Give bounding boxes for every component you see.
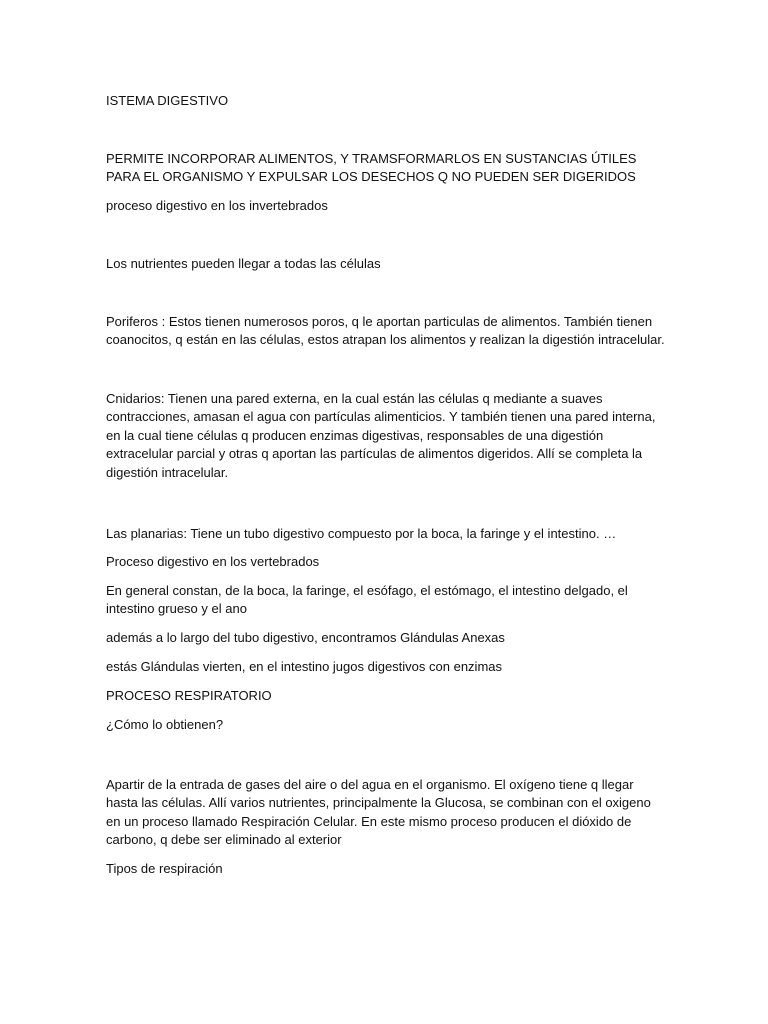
paragraph-definition: PERMITE INCORPORAR ALIMENTOS, Y TRAMSFORMARLOS EN SUSTANCIAS ÚTILES PARA EL ORGANISMO Y EXPULSAR LOS DESECHOS Q NO PUEDEN SER DIGERIDOS — [106, 151, 637, 185]
paragraph-poriferos: Poriferos : Estos tienen numerosos poros, q le aportan particulas de alimentos. También tienen coanocitos, q están en las células, estos atrapan los alimentos y realizan la digestión intracelular. — [106, 314, 665, 348]
paragraph-glandulas-vierten: estás Glándulas vierten, en el intestino jugos digestivos con enzimas — [106, 659, 502, 674]
paragraph-nutrients: Los nutrientes pueden llegar a todas las células — [106, 256, 381, 271]
section-heading-respiratorio: PROCESO RESPIRATORIO — [106, 688, 272, 703]
paragraph-cnidarios: Cnidarios: Tienen una pared externa, en la cual están las células q mediante a suaves contracciones, amasan el agua con partículas alimenticios. Y también tienen una pared interna, en la cual tiene células q producen enzimas digestivas, responsables de una digestión extracelular parcial y otras q aportan las partículas de alimentos digeridos. Allí se completa la digestión intracelular. — [106, 391, 656, 480]
paragraph-planarias: Las planarias: Tiene un tubo digestivo compuesto por la boca, la faringe y el intestino. … — [106, 526, 617, 541]
paragraph-invertebrates-heading: proceso digestivo en los invertebrados — [106, 198, 328, 213]
paragraph-question: ¿Cómo lo obtienen? — [106, 717, 224, 732]
paragraph-respiracion-celular: Apartir de la entrada de gases del aire o del agua en el organismo. El oxígeno tiene q llegar hasta las células. Allí varios nutrientes, principalmente la Glucosa, se combinan con el oxigeno en un proceso llamado Respiración Celular. En este mismo proceso producen el dióxido de carbono, q debe ser eliminado al exterior — [106, 777, 651, 848]
paragraph-digestive-parts: En general constan, de la boca, la faringe, el esófago, el estómago, el intestino delgado, el intestino grueso y el ano — [106, 583, 628, 617]
paragraph-tipos-respiracion: Tipos de respiración — [106, 861, 223, 876]
document-title: ISTEMA DIGESTIVO — [106, 93, 229, 108]
paragraph-glandulas-anexas: además a lo largo del tubo digestivo, encontramos Glándulas Anexas — [106, 630, 505, 645]
paragraph-vertebrates-heading: Proceso digestivo en los vertebrados — [106, 554, 320, 569]
